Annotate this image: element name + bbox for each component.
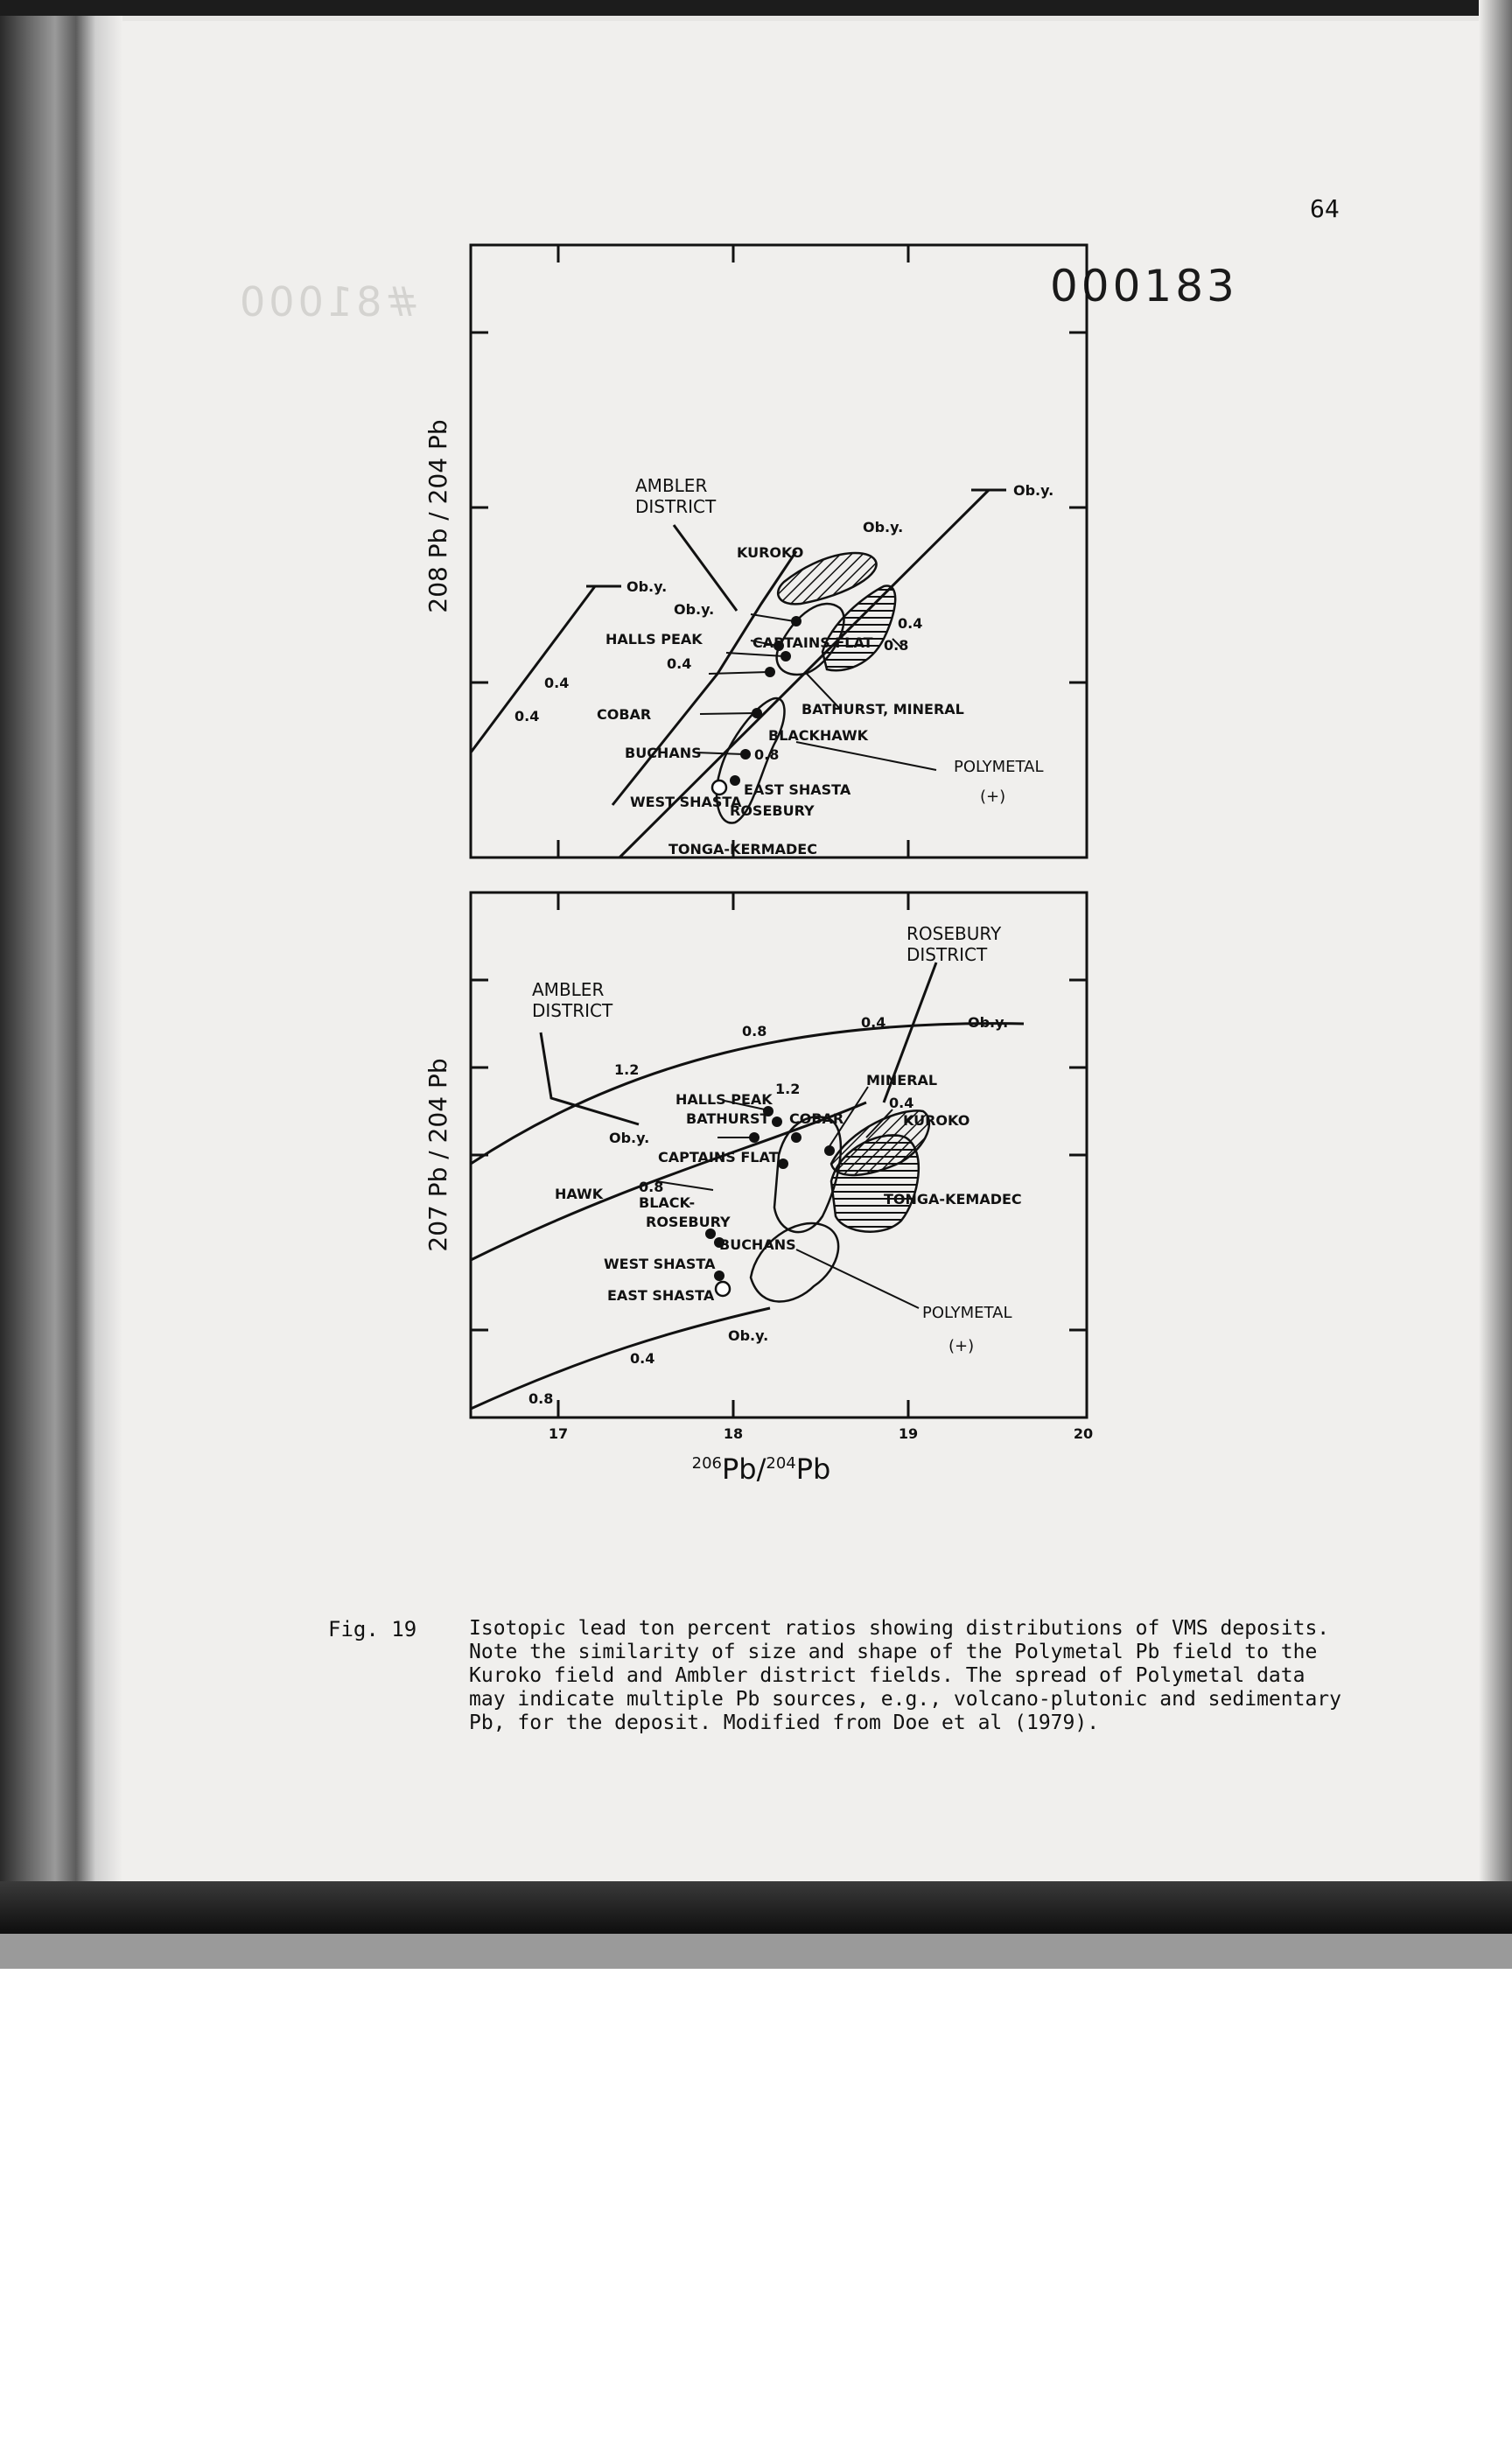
leader-blackhawk (700, 713, 755, 714)
label-blackhawk: COBAR (597, 706, 652, 723)
label-0-8-c: 0.8 (742, 1023, 767, 1040)
label-halls-peak-b: MINERAL (866, 1072, 938, 1088)
label-ambler-district-1: AMBLER (635, 475, 708, 496)
field-tonga-kermadec (822, 586, 895, 671)
label-polymetal-b: POLYMETAL (922, 1304, 1012, 1322)
label-rosebury-b: ROSEBURY (646, 1214, 731, 1230)
label-buchans-b: BUCHANS (719, 1236, 796, 1253)
isotope-figure (411, 236, 1129, 1514)
label-captains-flat: HALLS PEAK (606, 631, 703, 648)
figure-label: Fig. 19 (328, 1617, 417, 1642)
top-panel (424, 245, 1087, 858)
label-captains-flat-b: Ob.y. (609, 1130, 650, 1146)
point-blackhawk-b (778, 1158, 788, 1169)
leader-ambler-bottom (541, 1032, 639, 1124)
bleed-through-stamp: #81000 (236, 278, 419, 326)
label-0-4-b: 0.4 (898, 615, 923, 632)
xtick-19: 19 (898, 1425, 919, 1442)
label-west-shasta-b: WEST SHASTA (604, 1256, 716, 1272)
label-east-shasta: ROSEBURY (730, 802, 815, 819)
label-ob-y-6: KUROKO (903, 1112, 970, 1129)
top-ylabel: 208 Pb / 204 Pb (424, 419, 452, 613)
label-ob-y-5: Ob.y. (968, 1014, 1009, 1031)
label-0-8-d: CAPTAINS FLAT (658, 1149, 779, 1166)
label-ob-y-2: Ob.y. (1013, 482, 1054, 499)
leader-halls-peak (751, 614, 794, 621)
label-west-shasta: EAST SHASTA (744, 781, 851, 798)
leader-buchans (696, 752, 744, 754)
point-halls-peak-b (824, 1145, 835, 1156)
label-ob-y-3: Ob.y. (626, 578, 668, 595)
label-plus: (+) (980, 788, 1006, 806)
label-rosebury: BATHURST, MINERAL (802, 701, 964, 718)
leader-cobar (726, 653, 784, 656)
top-scan-edge (0, 0, 1512, 16)
leader-ambler (674, 525, 737, 611)
label-polymetal: POLYMETAL (954, 758, 1044, 776)
label-rosebury-district-1: ROSEBURY (906, 923, 1002, 944)
bottom-scan-margin (0, 1934, 1512, 1969)
label-0-4-d: TONGA-KERMADEC (668, 841, 817, 858)
label-rosebury-district-2: DISTRICT (906, 944, 988, 965)
label-0-8-a: 0.8 (754, 746, 780, 763)
label-black: 0.8 (639, 1179, 664, 1195)
leader-polymetal (796, 742, 936, 770)
label-ob-y-4: BLACKHAWK (768, 727, 869, 744)
label-0-8-b: WEST SHASTA (630, 794, 742, 810)
label-buchans: BUCHANS (625, 745, 702, 761)
label-0-4-c: 0.4 (514, 708, 540, 724)
label-0-4-f: COBAR (789, 1110, 844, 1127)
label-1-2-a: 1.2 (614, 1061, 640, 1078)
label-mineral: 1.2 (775, 1081, 801, 1097)
label-ambler-bottom-2: DISTRICT (532, 1000, 613, 1021)
label-ob-y-1: Ob.y. (863, 519, 904, 536)
label-tonga-kemadec: TONGA-KEMADEC (884, 1191, 1022, 1208)
xtick-20: 20 (1073, 1425, 1094, 1442)
point-east-shasta-b (716, 1282, 730, 1296)
figure-caption: Isotopic lead ton percent ratios showing distributions of VMS deposits. Note the similarity of size and shape of the Polymetal Pb field to the Kuroko field and Ambler district fields. The spread of Polymetal data may indicate multiple Pb sources, e.g., volcano-plutonic and sedimentary Pb, for the deposit. Modified from Doe et al (1979). (469, 1617, 1341, 1734)
label-tonga-kermadec: 0.8 (884, 637, 909, 654)
binding-gutter-shadow (0, 0, 122, 1969)
label-east-shasta-b: EAST SHASTA (607, 1287, 715, 1304)
page-number: 64 (1310, 194, 1340, 223)
xtick-17: 17 (548, 1425, 569, 1442)
label-cobar-b: BATHURST (686, 1110, 770, 1127)
bottom-deposit-points (705, 1106, 835, 1281)
label-halls-peak: Ob.y. (674, 601, 715, 618)
document-number-stamp: 000183 (1050, 261, 1238, 312)
top-annotations (514, 475, 1054, 858)
label-ambler-district-2: DISTRICT (635, 496, 717, 517)
label-0-8-e: 0.8 (528, 1390, 554, 1407)
leader-polymetal-b (796, 1250, 919, 1308)
right-edge-shadow (1479, 0, 1512, 1969)
bottom-xlabel: $^{206}$Pb/$^{204}$Pb (691, 1452, 831, 1486)
label-0-4-e: 0.4 (861, 1014, 886, 1031)
point-west-shasta-b (714, 1270, 724, 1281)
label-0-4-g: 0.4 (630, 1350, 655, 1367)
label-ob-y-7: Ob.y. (728, 1327, 769, 1344)
label-ambler-bottom-1: AMBLER (532, 979, 605, 1000)
point-mineral-b (791, 1132, 802, 1143)
point-west-shasta (730, 775, 740, 786)
label-kuroko: KUROKO (737, 544, 804, 561)
point-east-shasta (712, 780, 726, 794)
label-cobar: 0.4 (667, 655, 692, 672)
growth-curve-lower (471, 1308, 770, 1409)
xtick-18: 18 (723, 1425, 744, 1442)
bottom-scan-edge (0, 1881, 1512, 1934)
bottom-x-ticklabels (549, 1425, 1093, 1442)
label-1-2-b: HAWK (555, 1186, 604, 1202)
leader-blackhawk-b (656, 1181, 713, 1190)
bottom-annotations (528, 923, 1022, 1407)
label-bathurst-mineral: 0.4 (544, 675, 570, 691)
growth-curve-left (471, 586, 595, 752)
label-0-4-a: CAPTAINS FLAT (752, 634, 873, 651)
point-cobar-b (772, 1116, 782, 1127)
label-kuroko-b: 0.4 (889, 1095, 914, 1111)
bottom-ylabel: 207 Pb / 204 Pb (424, 1058, 452, 1252)
label-bathurst: HALLS PEAK (676, 1091, 773, 1108)
bottom-panel (424, 892, 1093, 1486)
label-hawk: BLACK- (639, 1194, 696, 1211)
label-plus-b: (+) (948, 1337, 975, 1355)
